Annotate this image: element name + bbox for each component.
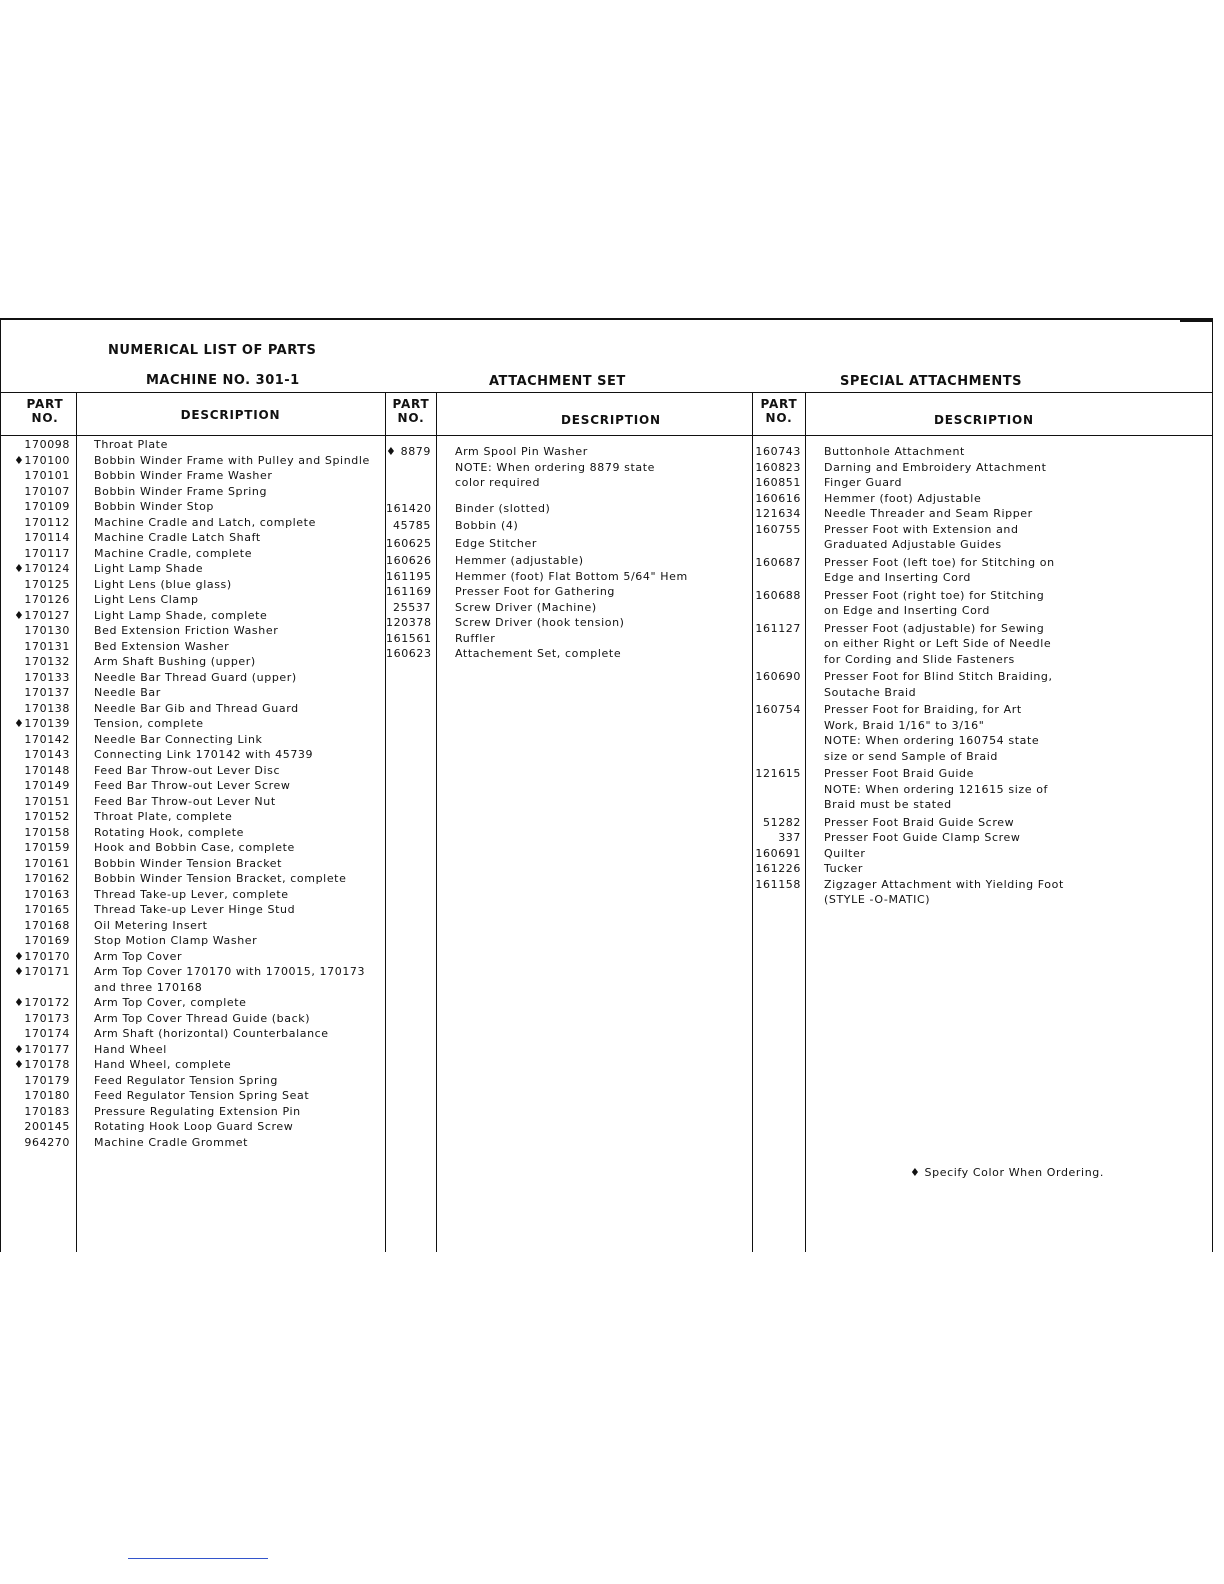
part-number: 170158 bbox=[24, 825, 70, 839]
column-header-part-no: PART NO. bbox=[392, 397, 430, 425]
part-number: 160690 bbox=[755, 670, 801, 683]
part-description: Tucker bbox=[824, 862, 863, 875]
part-number: ♦170178 bbox=[13, 1058, 70, 1071]
part-description: Braid must be stated bbox=[824, 798, 952, 811]
part-number: 964270 bbox=[24, 1135, 70, 1149]
part-description: Attachement Set, complete bbox=[455, 647, 622, 660]
part-number: 170143 bbox=[24, 748, 70, 761]
part-description: Bobbin Winder Tension Bracket bbox=[94, 856, 283, 870]
part-description: Light Lamp Shade, complete bbox=[94, 608, 268, 622]
machine-descriptions bbox=[94, 437, 382, 1150]
part-number: 120378 bbox=[386, 616, 432, 629]
top-rule bbox=[0, 318, 1212, 320]
part-description: Bobbin Winder Frame Washer bbox=[94, 469, 273, 482]
part-number: 170132 bbox=[24, 655, 70, 668]
part-description: Light Lens (blue glass) bbox=[94, 577, 232, 591]
part-description: Hand Wheel bbox=[94, 1042, 167, 1056]
part-description: Arm Spool Pin Washer bbox=[455, 445, 588, 458]
part-number: 160691 bbox=[755, 846, 801, 860]
part-number: 170131 bbox=[24, 639, 70, 653]
section-title-attachment: ATTACHMENT SET bbox=[489, 374, 626, 389]
part-number: 25537 bbox=[393, 600, 431, 614]
part-number: 170165 bbox=[24, 903, 70, 916]
part-number: ♦170124 bbox=[13, 562, 70, 575]
part-number: 170125 bbox=[24, 577, 70, 591]
part-number: 160823 bbox=[755, 460, 801, 474]
part-description: Arm Top Cover 170170 with 170015, 170173 bbox=[94, 965, 366, 978]
part-description: Connecting Link 170142 with 45739 bbox=[94, 748, 314, 761]
part-description: Hemmer (foot) Adjustable bbox=[824, 491, 982, 505]
part-description: Oil Metering Insert bbox=[94, 918, 208, 932]
section-title-special: SPECIAL ATTACHMENTS bbox=[840, 374, 1023, 389]
part-description: Graduated Adjustable Guides bbox=[824, 538, 1002, 551]
part-description: Feed Bar Throw-out Lever Nut bbox=[94, 794, 276, 808]
part-number: 170109 bbox=[24, 500, 70, 513]
part-number: 170159 bbox=[24, 841, 70, 854]
part-description: Quilter bbox=[824, 846, 866, 860]
part-description: Machine Cradle and Latch, complete bbox=[94, 515, 316, 529]
part-description: color required bbox=[455, 476, 541, 489]
part-number bbox=[753, 636, 801, 652]
part-description: (STYLE -O-MATIC) bbox=[824, 893, 931, 906]
part-number: 160626 bbox=[386, 554, 432, 567]
part-description: NOTE: When ordering 160754 state bbox=[824, 734, 1040, 747]
part-description: Machine Cradle, complete bbox=[94, 546, 253, 560]
part-description: Feed Bar Throw-out Lever Disc bbox=[94, 763, 281, 777]
part-number: 170162 bbox=[24, 872, 70, 885]
part-description: Throat Plate bbox=[94, 438, 168, 451]
part-number: 161127 bbox=[755, 621, 801, 635]
part-description: Ruffler bbox=[455, 631, 496, 645]
part-number bbox=[753, 733, 801, 749]
part-description: Presser Foot for Braiding, for Art bbox=[824, 703, 1022, 716]
part-description: Binder (slotted) bbox=[455, 501, 551, 515]
part-description: Darning and Embroidery Attachment bbox=[824, 460, 1047, 474]
part-description: Machine Cradle Latch Shaft bbox=[94, 531, 261, 544]
part-number: 170130 bbox=[24, 624, 70, 637]
part-description: Presser Foot (adjustable) for Sewing bbox=[824, 621, 1045, 635]
part-number bbox=[386, 475, 431, 491]
part-number: 170112 bbox=[24, 515, 70, 529]
attachment-descriptions bbox=[455, 444, 750, 662]
part-description: size or send Sample of Braid bbox=[824, 749, 999, 763]
part-number: 170137 bbox=[24, 686, 70, 699]
part-description: Thread Take-up Lever, complete bbox=[94, 887, 289, 901]
part-number: 170126 bbox=[24, 593, 70, 606]
part-description: Pressure Regulating Extension Pin bbox=[94, 1104, 301, 1118]
part-description: Zigzager Attachment with Yielding Foot bbox=[824, 877, 1064, 891]
special-descriptions bbox=[824, 444, 1208, 908]
column-header-description: DESCRIPTION bbox=[180, 408, 281, 422]
part-description: on Edge and Inserting Cord bbox=[824, 604, 990, 617]
part-description: Bobbin (4) bbox=[455, 519, 519, 532]
part-number: ♦170177 bbox=[13, 1042, 70, 1056]
part-number: 161561 bbox=[386, 631, 432, 645]
part-description: Hemmer (foot) Flat Bottom 5/64" Hem bbox=[455, 569, 688, 583]
part-number: 170152 bbox=[24, 810, 70, 823]
part-description: Feed Regulator Tension Spring bbox=[94, 1073, 278, 1087]
part-number: 160616 bbox=[755, 491, 801, 505]
part-number: ♦170127 bbox=[13, 608, 70, 622]
part-description: Presser Foot Braid Guide Screw bbox=[824, 815, 1015, 829]
part-number: 121634 bbox=[755, 507, 801, 520]
part-description: Arm Top Cover, complete bbox=[94, 996, 247, 1009]
part-description: Presser Foot (left toe) for Stitching on bbox=[824, 555, 1055, 569]
part-number: ♦170172 bbox=[13, 996, 70, 1009]
part-description: Bed Extension Friction Washer bbox=[94, 624, 279, 637]
part-number: 170183 bbox=[24, 1104, 70, 1118]
part-number bbox=[753, 749, 801, 765]
part-number: 170151 bbox=[24, 794, 70, 808]
part-description: Hook and Bobbin Case, complete bbox=[94, 841, 295, 854]
part-number: 45785 bbox=[393, 519, 431, 532]
part-description: Hand Wheel, complete bbox=[94, 1058, 232, 1071]
part-description: Presser Foot with Extension and bbox=[824, 522, 1019, 536]
part-description: Needle Bar Thread Guard (upper) bbox=[94, 670, 297, 684]
column-header-description: DESCRIPTION bbox=[934, 413, 1034, 427]
part-description: Light Lens Clamp bbox=[94, 593, 199, 606]
part-number: ♦ 8879 bbox=[386, 445, 431, 458]
part-number: 337 bbox=[778, 831, 801, 844]
column-header-part-no: PART NO. bbox=[760, 397, 798, 425]
part-number: 51282 bbox=[763, 815, 801, 829]
part-number bbox=[753, 603, 801, 619]
part-description: Presser Foot for Gathering bbox=[455, 585, 616, 598]
machine-part-numbers bbox=[6, 437, 70, 1150]
part-number: 170142 bbox=[24, 732, 70, 746]
part-description: Arm Shaft Bushing (upper) bbox=[94, 655, 256, 668]
part-description: Needle Bar Connecting Link bbox=[94, 732, 263, 746]
part-description: Bobbin Winder Frame with Pulley and Spindle bbox=[94, 453, 370, 467]
header-bottom-rule bbox=[0, 435, 1212, 436]
part-description: Thread Take-up Lever Hinge Stud bbox=[94, 903, 296, 916]
part-number: 170133 bbox=[24, 670, 70, 684]
part-number bbox=[753, 892, 801, 908]
part-description: Screw Driver (Machine) bbox=[455, 600, 597, 614]
part-number: 170114 bbox=[24, 531, 70, 544]
part-number bbox=[753, 797, 801, 813]
part-number bbox=[753, 782, 801, 798]
part-description: Light Lamp Shade bbox=[94, 562, 204, 575]
part-description: Stop Motion Clamp Washer bbox=[94, 934, 258, 947]
part-number: ♦170100 bbox=[13, 453, 70, 467]
part-number: 170101 bbox=[24, 469, 70, 482]
part-number bbox=[753, 570, 801, 586]
part-description: Presser Foot Guide Clamp Screw bbox=[824, 831, 1021, 844]
part-number: 161169 bbox=[386, 585, 432, 598]
part-description: Finger Guard bbox=[824, 476, 903, 489]
part-description: Rotating Hook, complete bbox=[94, 825, 245, 839]
column-header-part-no: PART NO. bbox=[26, 397, 64, 425]
part-number: 160754 bbox=[755, 703, 801, 716]
part-description: Work, Braid 1/16" to 3/16" bbox=[824, 718, 985, 732]
part-description: Bobbin Winder Stop bbox=[94, 500, 215, 513]
part-number: 170149 bbox=[24, 779, 70, 792]
part-number bbox=[753, 718, 801, 734]
part-number bbox=[6, 980, 70, 996]
part-description: Bobbin Winder Frame Spring bbox=[94, 484, 268, 498]
part-description: Presser Foot (right toe) for Stitching bbox=[824, 588, 1045, 602]
part-description: Hemmer (adjustable) bbox=[455, 554, 584, 567]
part-description: NOTE: When ordering 8879 state bbox=[455, 460, 656, 474]
part-number: 170148 bbox=[24, 763, 70, 777]
part-number: 170168 bbox=[24, 918, 70, 932]
column-divider bbox=[805, 392, 806, 1252]
part-description: Throat Plate, complete bbox=[94, 810, 233, 823]
part-number: 160687 bbox=[755, 555, 801, 569]
special-part-numbers bbox=[753, 444, 801, 908]
part-number: 160755 bbox=[755, 522, 801, 536]
part-number: 170169 bbox=[24, 934, 70, 947]
part-number: 200145 bbox=[24, 1120, 70, 1133]
part-number bbox=[753, 685, 801, 701]
bottom-rule bbox=[128, 1558, 268, 1559]
column-header-description: DESCRIPTION bbox=[561, 413, 661, 427]
part-description: Machine Cradle Grommet bbox=[94, 1135, 249, 1149]
part-description: Screw Driver (hook tension) bbox=[455, 616, 625, 629]
footnote: ♦ Specify Color When Ordering. bbox=[910, 1166, 1104, 1179]
part-number: 160625 bbox=[386, 536, 432, 550]
part-description: Feed Regulator Tension Spring Seat bbox=[94, 1089, 310, 1102]
part-description: Arm Shaft (horizontal) Counterbalance bbox=[94, 1027, 329, 1040]
section-title-machine: MACHINE NO. 301-1 bbox=[146, 373, 300, 388]
left-border bbox=[0, 318, 1, 1252]
part-number: 161420 bbox=[386, 501, 432, 515]
part-number: 170179 bbox=[24, 1073, 70, 1087]
part-number: 160688 bbox=[755, 588, 801, 602]
part-number: ♦170139 bbox=[13, 717, 70, 730]
part-number: 160623 bbox=[386, 647, 432, 660]
part-number: 170098 bbox=[24, 438, 70, 451]
part-description: and three 170168 bbox=[94, 980, 203, 994]
column-divider bbox=[436, 392, 437, 1252]
part-description: Edge Stitcher bbox=[455, 536, 537, 550]
part-number: 170117 bbox=[24, 546, 70, 560]
part-number: 170174 bbox=[24, 1027, 70, 1040]
part-description: Tension, complete bbox=[94, 717, 204, 730]
part-description: Needle Threader and Seam Ripper bbox=[824, 507, 1033, 520]
part-description: on either Right or Left Side of Needle bbox=[824, 637, 1052, 650]
part-description: Rotating Hook Loop Guard Screw bbox=[94, 1120, 294, 1133]
attachment-part-numbers bbox=[386, 444, 431, 662]
part-description: Bobbin Winder Tension Bracket, complete bbox=[94, 872, 347, 885]
part-description: Needle Bar Gib and Thread Guard bbox=[94, 701, 299, 715]
part-description: Needle Bar bbox=[94, 686, 161, 699]
part-description: Soutache Braid bbox=[824, 685, 917, 699]
part-number: ♦170171 bbox=[13, 965, 70, 978]
part-number: 161195 bbox=[386, 569, 432, 583]
part-number: 121615 bbox=[755, 767, 801, 780]
part-number: 170138 bbox=[24, 701, 70, 715]
part-description: Buttonhole Attachment bbox=[824, 445, 965, 458]
part-number: 161226 bbox=[755, 862, 801, 875]
part-number: 170163 bbox=[24, 887, 70, 901]
part-number: 170107 bbox=[24, 484, 70, 498]
part-number: 160743 bbox=[755, 445, 801, 458]
part-description: Presser Foot Braid Guide bbox=[824, 767, 974, 780]
top-rule-thick bbox=[1180, 318, 1212, 322]
part-number bbox=[386, 460, 431, 476]
part-number: 160851 bbox=[755, 476, 801, 489]
part-description: Edge and Inserting Cord bbox=[824, 571, 971, 584]
part-number: 170180 bbox=[24, 1089, 70, 1102]
column-divider bbox=[76, 392, 77, 1252]
document-title: NUMERICAL LIST OF PARTS bbox=[108, 343, 317, 358]
part-number: 170173 bbox=[24, 1011, 70, 1025]
part-description: Presser Foot for Blind Stitch Braiding, bbox=[824, 670, 1053, 683]
part-number: 170161 bbox=[24, 856, 70, 870]
part-description: NOTE: When ordering 121615 size of bbox=[824, 782, 1048, 796]
part-description: Bed Extension Washer bbox=[94, 639, 230, 653]
part-number: 161158 bbox=[755, 877, 801, 891]
header-top-rule bbox=[0, 392, 1212, 393]
part-number bbox=[753, 652, 801, 668]
part-description: for Cording and Slide Fasteners bbox=[824, 652, 1015, 666]
part-description: Arm Top Cover bbox=[94, 949, 183, 963]
right-border bbox=[1212, 318, 1213, 1252]
part-number: ♦170170 bbox=[13, 949, 70, 963]
part-number bbox=[753, 537, 801, 553]
part-description: Arm Top Cover Thread Guide (back) bbox=[94, 1011, 311, 1025]
part-description: Feed Bar Throw-out Lever Screw bbox=[94, 779, 291, 792]
